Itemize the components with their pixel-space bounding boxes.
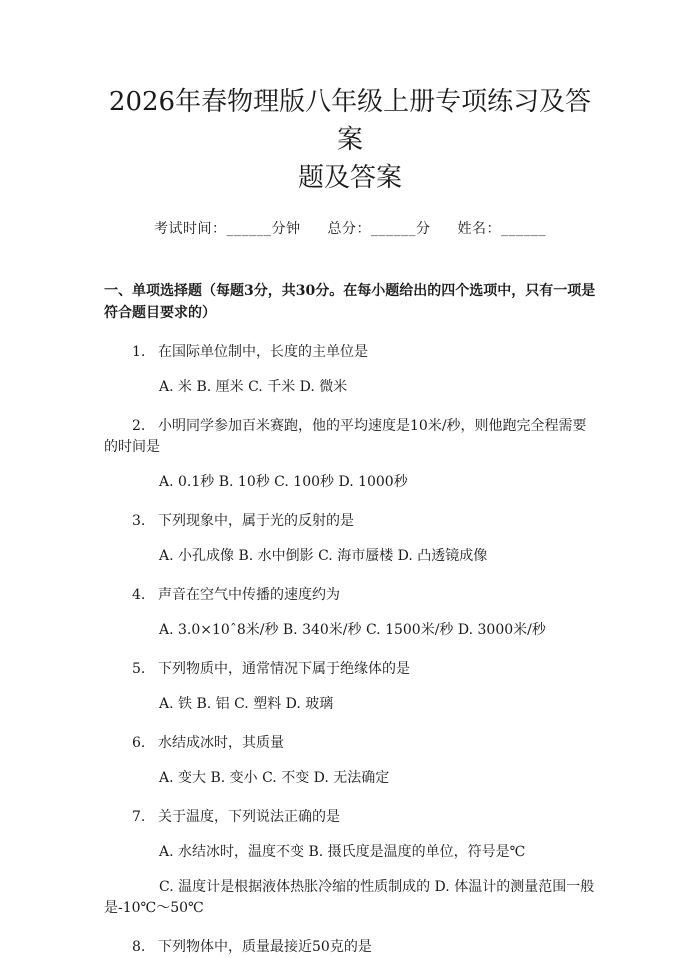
question-number: 1. <box>132 344 146 360</box>
question-options-continued: C. 温度计是根据液体热胀冷缩的性质制成的 D. 体温计的测量范围一般是-10℃～50℃ <box>104 879 595 916</box>
question <box>104 511 596 532</box>
question-text: 下列现象中，属于光的反射的是 <box>158 513 354 529</box>
title-line-1: 2026年春物理版八年级上册专项练习及答案 <box>108 87 592 155</box>
question-text: 关于温度，下列说法正确的是 <box>158 809 340 825</box>
question <box>104 342 596 363</box>
question-number: 6. <box>132 735 146 751</box>
question-options: A. 铁 B. 铝 C. 塑料 D. 玻璃 <box>159 696 334 712</box>
question <box>104 659 596 680</box>
question-number: 2. <box>132 418 146 434</box>
question-number: 7. <box>132 809 146 825</box>
question-options: A. 米 B. 厘米 C. 千米 D. 微米 <box>159 379 348 395</box>
question-number: 3. <box>132 513 146 529</box>
total-score-field: 总分：______分 <box>327 221 431 237</box>
question <box>104 807 596 828</box>
question-options: A. 变大 B. 变小 C. 不变 D. 无法确定 <box>159 770 390 786</box>
document-title <box>104 0 596 197</box>
question-options: A. 小孔成像 B. 水中倒影 C. 海市蜃楼 D. 凸透镜成像 <box>159 548 488 564</box>
question-options: A. 3.0×10ˆ8米/秒 B. 340米/秒 C. 1500米/秒 D. 3000米/秒 <box>159 622 546 638</box>
student-name-field: 姓名：______ <box>457 221 546 237</box>
question-text: 下列物体中，质量最接近50克的是 <box>158 939 372 955</box>
question-text: 水结成冰时，其质量 <box>158 735 284 751</box>
exam-meta <box>104 219 596 239</box>
question-number: 5. <box>132 661 146 677</box>
question <box>104 416 596 458</box>
question-number: 8. <box>132 939 146 955</box>
question-text: 下列物质中，通常情况下属于绝缘体的是 <box>158 661 410 677</box>
section-heading: 一、单项选择题（每题3分，共30分。在每小题给出的四个选项中，只有一项是符合题目要求的） <box>104 283 596 321</box>
question-text: 小明同学参加百米赛跑，他的平均速度是10米/秒，则他跑完全程需要的时间是 <box>104 418 587 455</box>
exam-time-field: 考试时间：______分钟 <box>154 221 301 237</box>
question <box>104 733 596 754</box>
question <box>104 585 596 606</box>
question-options: A. 水结冰时，温度不变 B. 摄氏度是温度的单位，符号是℃ <box>159 844 526 860</box>
question-text: 在国际单位制中，长度的主单位是 <box>158 344 368 360</box>
question-options: A. 0.1秒 B. 10秒 C. 100秒 D. 1000秒 <box>159 474 408 490</box>
question-number: 4. <box>132 587 146 603</box>
question-text: 声音在空气中传播的速度约为 <box>158 587 340 603</box>
question <box>104 937 596 958</box>
title-line-2: 题及答案 <box>297 163 402 193</box>
